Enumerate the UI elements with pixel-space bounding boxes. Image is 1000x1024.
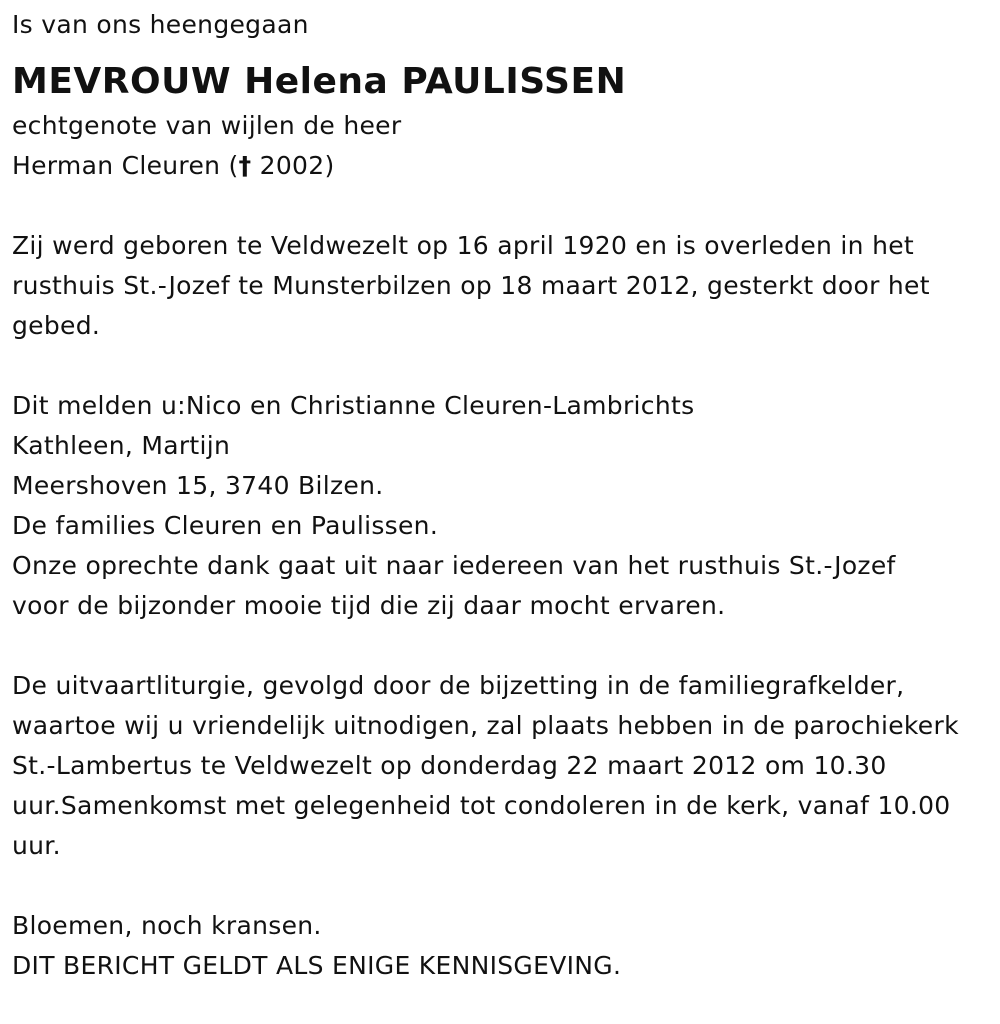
birth-death-line: rusthuis St.-Jozef te Munsterbilzen op 18 maart 2012, gesterkt door het <box>12 271 930 300</box>
spouse-death-year: 2002) <box>251 151 335 180</box>
announcer-line: voor de bijzonder mooie tijd die zij daar mocht ervaren. <box>12 591 726 620</box>
paragraph-spacer <box>12 346 1000 386</box>
spouse-line-1: echtgenote van wijlen de heer <box>12 111 402 140</box>
deceased-name: MEVROUW Helena PAULISSEN <box>12 61 627 102</box>
announcer-line: Kathleen, Martijn <box>12 431 231 460</box>
funeral-line: waartoe wij u vriendelijk uitnodigen, zal plaats hebben in de parochiekerk <box>12 711 959 740</box>
spouse-name: Herman Cleuren ( <box>12 151 239 180</box>
spouse-line-2 <box>12 146 1000 186</box>
closing-line: DIT BERICHT GELDT ALS ENIGE KENNISGEVING. <box>12 951 622 980</box>
closing-line: Bloemen, noch kransen. <box>12 911 322 940</box>
paragraph-spacer <box>12 866 1000 906</box>
cross-icon: † <box>238 151 252 180</box>
birth-death-line: Zij werd geboren te Veldwezelt op 16 april 1920 en is overleden in het <box>12 231 914 260</box>
funeral-line: De uitvaartliturgie, gevolgd door de bijzetting in de familiegrafkelder, <box>12 671 905 700</box>
announcer-line: De families Cleuren en Paulissen. <box>12 511 439 540</box>
birth-death-line: gebed. <box>12 311 101 340</box>
intro-text: Is van ons heengegaan <box>12 10 309 39</box>
funeral-line: St.-Lambertus te Veldwezelt op donderdag 22 maart 2012 om 10.30 <box>12 751 887 780</box>
funeral-paragraph <box>12 666 1000 866</box>
announcer-line: Onze oprechte dank gaat uit naar iedereen van het rusthuis St.-Jozef <box>12 551 896 580</box>
closing-paragraph <box>12 906 1000 986</box>
funeral-line: uur. <box>12 831 61 860</box>
birth-death-paragraph <box>12 226 1000 346</box>
announcer-line: Meershoven 15, 3740 Bilzen. <box>12 471 384 500</box>
funeral-line: uur.Samenkomst met gelegenheid tot condoleren in de kerk, vanaf 10.00 <box>12 791 951 820</box>
announcers-paragraph <box>12 386 1000 626</box>
paragraph-spacer <box>12 626 1000 666</box>
announcer-line: Dit melden u:Nico en Christianne Cleuren-Lambrichts <box>12 391 695 420</box>
paragraph-spacer <box>12 186 1000 226</box>
